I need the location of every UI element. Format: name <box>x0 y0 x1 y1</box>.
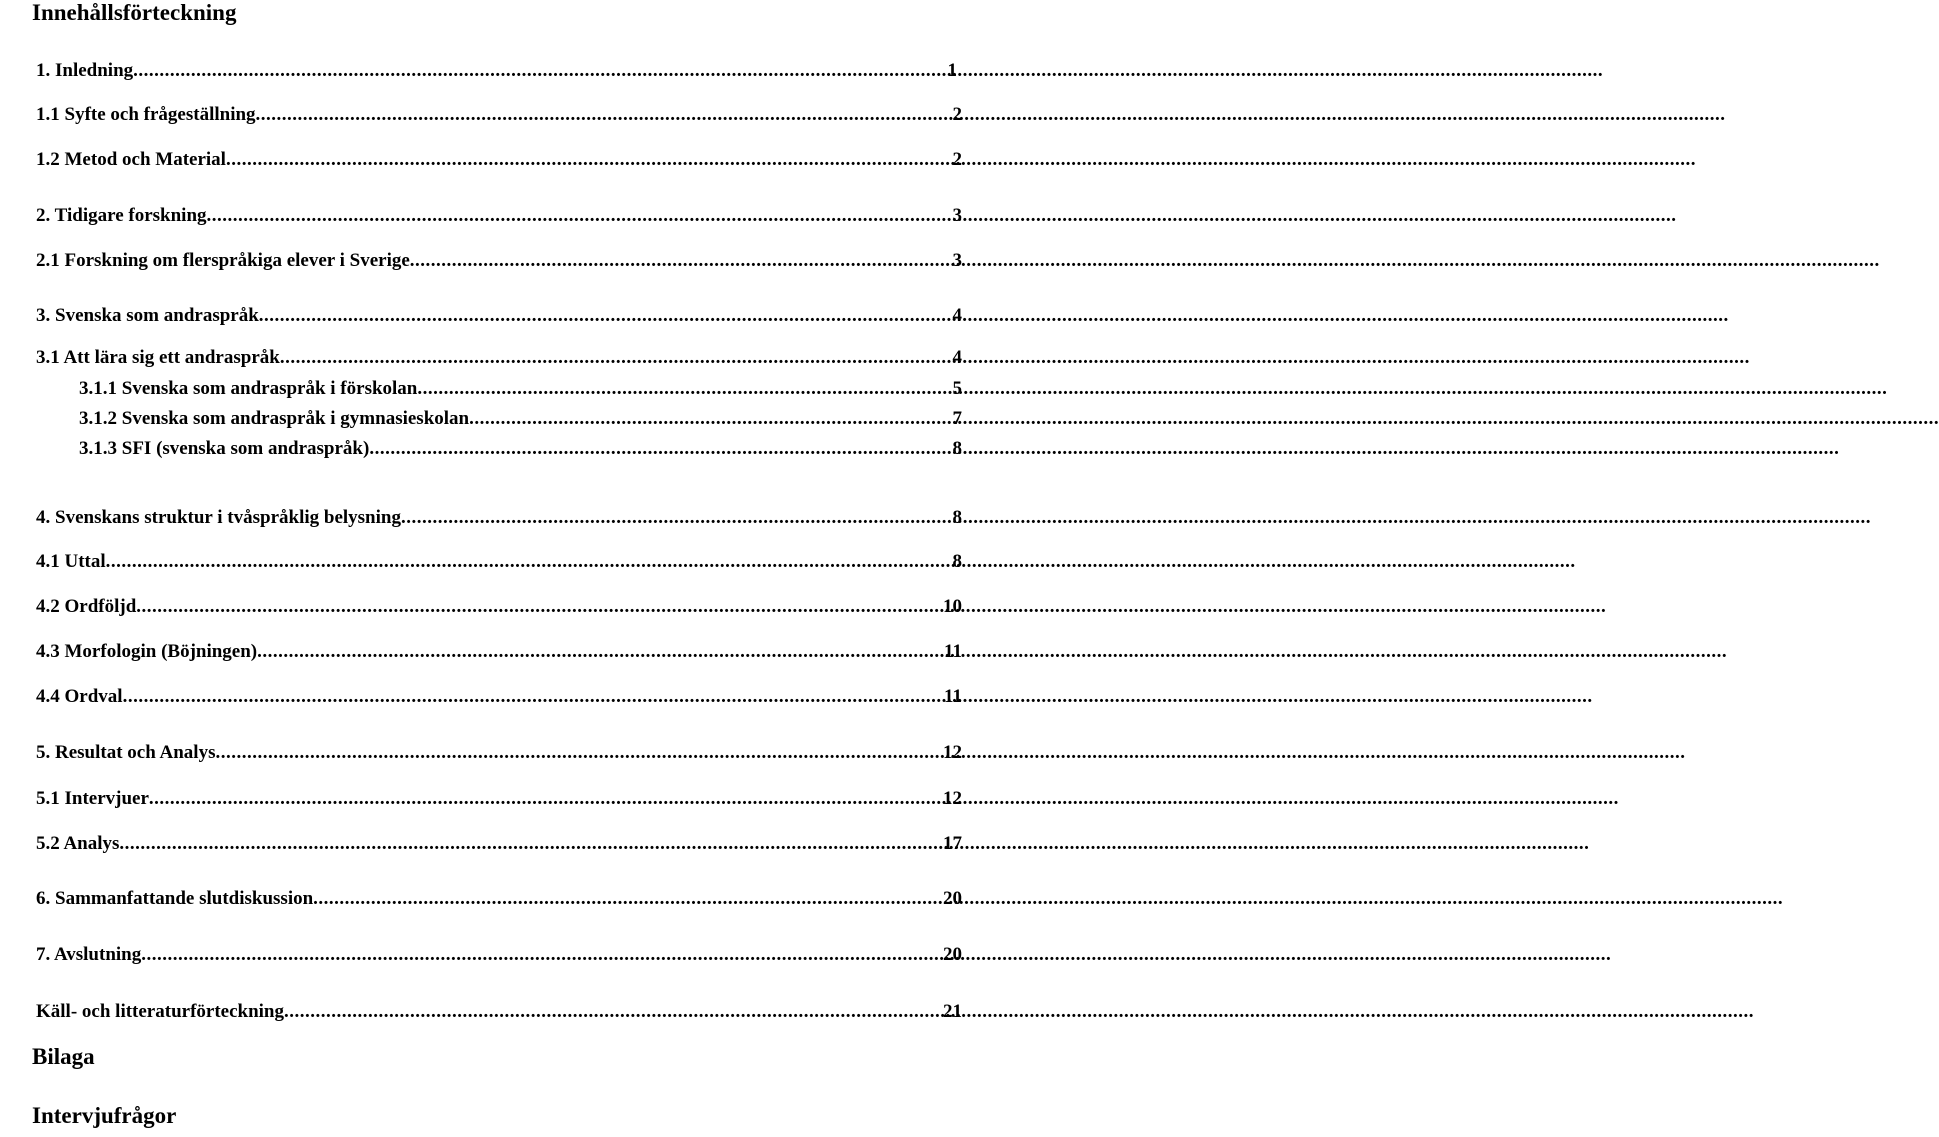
toc-dot-leader <box>215 742 943 764</box>
toc-entry-page: 8 <box>952 507 962 528</box>
toc-entry-1-1-syfte[interactable] <box>36 100 962 126</box>
toc-dot-leader <box>256 104 953 126</box>
toc-entry-page: 12 <box>943 788 962 809</box>
toc-entry-page: 21 <box>943 1001 962 1022</box>
toc-entry-3-1-att-lara[interactable] <box>36 343 962 369</box>
toc-entry-page: 5 <box>952 378 962 399</box>
toc-entry-page: 10 <box>943 596 962 617</box>
toc-dot-leader <box>257 641 944 663</box>
toc-entry-2-1-forskning[interactable] <box>36 246 962 272</box>
toc-entry-page: 2 <box>952 104 962 125</box>
toc-entry-page: 3 <box>952 205 962 226</box>
toc-entry-4-2-ordfoljd[interactable] <box>36 592 962 618</box>
appendix-subtitle: Intervjufrågor <box>32 1103 177 1128</box>
toc-entry-page: 12 <box>943 742 962 763</box>
toc-entry-label: 7. Avslutning <box>36 944 142 965</box>
toc-dot-leader <box>259 305 953 327</box>
toc-dot-leader <box>369 438 952 460</box>
toc-entry-page: 2 <box>952 149 962 170</box>
toc-dot-leader <box>469 408 952 430</box>
toc-entry-label: 5.2 Analys <box>36 833 120 854</box>
toc-entry-label: 5.1 Intervjuer <box>36 788 149 809</box>
toc-entry-label: 2.1 Forskning om flerspråkiga elever i Sverige <box>36 250 410 271</box>
toc-entry-label: 1.1 Syfte och frågeställning <box>36 104 256 125</box>
toc-entry-3-1-2-gymnasieskolan[interactable] <box>79 404 962 430</box>
toc-entry-label: 3.1.2 Svenska som andraspråk i gymnasieskolan <box>79 408 470 429</box>
toc-dot-leader <box>136 596 943 618</box>
toc-dot-leader <box>313 888 943 910</box>
toc-dot-leader <box>149 788 943 810</box>
toc-entry-page: 20 <box>943 888 962 909</box>
toc-entry-label: 5. Resultat och Analys <box>36 742 216 763</box>
toc-entry-page: 4 <box>952 305 962 326</box>
toc-entry-label: 3.1.3 SFI (svenska som andraspråk) <box>79 438 370 459</box>
toc-title: Innehållsförteckning <box>32 0 237 25</box>
toc-entry-page: 3 <box>952 250 962 271</box>
toc-entry-page: 20 <box>943 944 962 965</box>
toc-entry-label: 4.4 Ordval <box>36 686 123 707</box>
toc-entry-4-svenskans-struktur[interactable] <box>36 503 962 529</box>
toc-entry-1-inledning[interactable] <box>36 56 957 82</box>
toc-entry-4-1-uttal[interactable] <box>36 547 962 573</box>
toc-entry-label: 3. Svenska som andraspråk <box>36 305 259 326</box>
toc-dot-leader <box>207 205 953 227</box>
toc-dot-leader <box>141 944 943 966</box>
toc-entry-label: 2. Tidigare forskning <box>36 205 207 226</box>
toc-entry-1-2-metod[interactable] <box>36 145 962 171</box>
toc-dot-leader <box>417 378 952 400</box>
toc-dot-leader <box>106 551 953 573</box>
toc-entry-5-1-intervjuer[interactable] <box>36 784 962 810</box>
toc-dot-leader <box>410 250 953 272</box>
toc-dot-leader <box>280 347 953 369</box>
toc-entry-label: 3.1.1 Svenska som andraspråk i förskolan <box>79 378 418 399</box>
toc-dot-leader <box>226 149 953 171</box>
toc-entry-label: 4.3 Morfologin (Böjningen) <box>36 641 258 662</box>
toc-entry-page: 11 <box>944 641 962 662</box>
toc-entry-3-1-1-forskolan[interactable] <box>79 374 962 400</box>
toc-entry-page: 7 <box>952 408 962 429</box>
toc-entry-3-1-3-sfi[interactable] <box>79 434 962 460</box>
toc-entry-2-tidigare-forskning[interactable] <box>36 201 962 227</box>
toc-entry-label: 6. Sammanfattande slutdiskussion <box>36 888 314 909</box>
toc-entry-label: 3.1 Att lära sig ett andraspråk <box>36 347 280 368</box>
toc-dot-leader <box>401 507 953 529</box>
toc-entry-label: 4.1 Uttal <box>36 551 106 572</box>
toc-entry-label: 1. Inledning <box>36 60 134 81</box>
toc-entry-4-4-ordval[interactable] <box>36 682 962 708</box>
toc-entry-5-2-analys[interactable] <box>36 829 962 855</box>
toc-entry-7-avslutning[interactable] <box>36 940 962 966</box>
toc-entry-label: 1.2 Metod och Material <box>36 149 226 170</box>
toc-dot-leader <box>284 1001 943 1023</box>
appendix-title: Bilaga <box>32 1044 95 1069</box>
toc-entry-3-svenska-andrasprak[interactable] <box>36 301 962 327</box>
toc-entry-page: 8 <box>952 551 962 572</box>
toc-entry-4-3-morfologin[interactable] <box>36 637 962 663</box>
toc-entry-label: Käll- och litteraturförteckning <box>36 1001 285 1022</box>
toc-entry-kall-litteratur[interactable] <box>36 997 962 1023</box>
toc-entry-page: 4 <box>952 347 962 368</box>
toc-entry-6-slutdiskussion[interactable] <box>36 884 962 910</box>
toc-dot-leader <box>133 60 947 82</box>
toc-entry-label: 4.2 Ordföljd <box>36 596 137 617</box>
toc-entry-5-resultat-analys[interactable] <box>36 738 962 764</box>
toc-dot-leader <box>119 833 943 855</box>
toc-dot-leader <box>123 686 944 708</box>
toc-entry-label: 4. Svenskans struktur i tvåspråklig belysning <box>36 507 401 528</box>
toc-entry-page: 11 <box>944 686 962 707</box>
toc-entry-page: 8 <box>952 438 962 459</box>
toc-entry-page: 17 <box>943 833 962 854</box>
toc-entry-page: 1 <box>947 60 957 81</box>
